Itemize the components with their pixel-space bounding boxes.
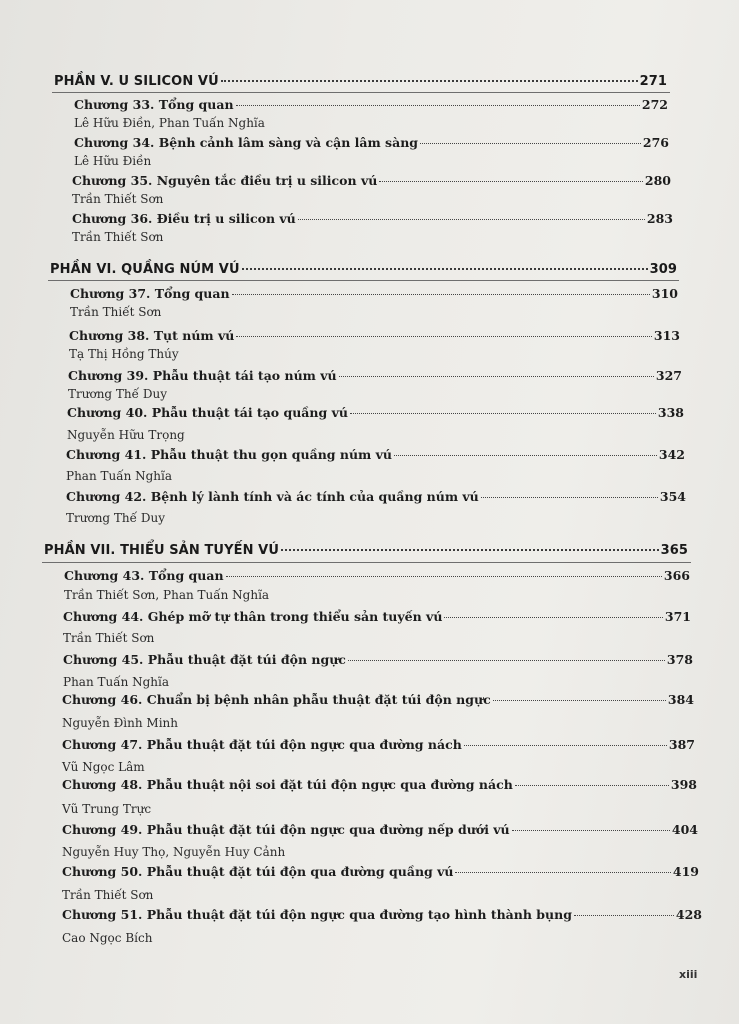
- chapter-title: Chương 46. Chuẩn bị bệnh nhân phẫu thuật đặt túi độn ngực: [62, 692, 491, 707]
- chapter-title: Chương 43. Tổng quan: [64, 568, 224, 583]
- chapter-authors: Trần Thiết Sơn: [70, 305, 162, 319]
- part-divider: [42, 562, 691, 563]
- chapter-page: 366: [663, 568, 690, 583]
- chapter-entry: [66, 489, 686, 504]
- chapter-title: Chương 40. Phẫu thuật tái tạo quầng vú: [67, 405, 348, 420]
- chapter-authors: Trần Thiết Sơn: [62, 888, 154, 902]
- chapter-page: 371: [664, 609, 691, 624]
- chapter-title: Chương 34. Bệnh cảnh lâm sàng và cận lâm sàng: [74, 135, 419, 150]
- chapter-title: Chương 47. Phẫu thuật đặt túi độn ngực qua đường nách: [62, 737, 462, 752]
- leader-dots: [348, 660, 665, 661]
- chapter-page: 384: [667, 692, 694, 707]
- leader-dots: [481, 497, 658, 498]
- chapter-authors: Nguyễn Huy Thọ, Nguyễn Huy Cảnh: [62, 845, 286, 859]
- chapter-authors: Trương Thế Duy: [68, 387, 167, 401]
- chapter-entry: [63, 652, 693, 667]
- part-page: 309: [649, 262, 677, 277]
- leader-dots: [574, 915, 674, 916]
- part-page: 271: [639, 74, 667, 89]
- leader-dots: [379, 181, 643, 182]
- chapter-entry: [74, 97, 668, 112]
- part-divider: [52, 92, 670, 93]
- chapter-page: 327: [655, 368, 682, 383]
- part-title: PHẦN VI. QUẦNG NÚM VÚ: [50, 262, 240, 277]
- chapter-title: Chương 49. Phẫu thuật đặt túi độn ngực qua đường nếp dưới vú: [62, 822, 510, 837]
- chapter-authors: Trần Thiết Sơn: [72, 192, 164, 206]
- part-title: PHẦN V. U SILICON VÚ: [54, 74, 219, 89]
- leader-dots: [281, 549, 659, 551]
- chapter-authors: Nguyễn Hữu Trọng: [67, 428, 185, 442]
- chapter-title: Chương 36. Điều trị u silicon vú: [72, 211, 296, 226]
- chapter-page: 378: [666, 652, 693, 667]
- chapter-page: 387: [668, 737, 695, 752]
- chapter-entry: [72, 173, 671, 188]
- chapter-page: 404: [671, 822, 698, 837]
- leader-dots: [236, 105, 640, 106]
- chapter-entry: [66, 447, 685, 462]
- chapter-page: 419: [672, 864, 699, 879]
- chapter-title: Chương 33. Tổng quan: [74, 97, 234, 112]
- chapter-authors: Lê Hữu Điền, Phan Tuấn Nghĩa: [74, 116, 265, 130]
- chapter-authors: Trần Thiết Sơn: [72, 230, 164, 244]
- leader-dots: [394, 455, 657, 456]
- chapter-authors: Tạ Thị Hồng Thúy: [69, 347, 179, 361]
- chapter-page: 428: [675, 907, 702, 922]
- chapter-authors: Trần Thiết Sơn: [63, 631, 155, 645]
- chapter-title: Chương 48. Phẫu thuật nội soi đặt túi độn ngực qua đường nách: [62, 777, 513, 792]
- chapter-entry: [69, 328, 680, 343]
- leader-dots: [298, 219, 645, 220]
- leader-dots: [221, 80, 638, 82]
- chapter-page: 354: [659, 489, 686, 504]
- chapter-entry: [62, 864, 699, 879]
- chapter-entry: [68, 368, 682, 383]
- chapter-page: 272: [641, 97, 668, 112]
- leader-dots: [515, 785, 669, 786]
- chapter-title: Chương 37. Tổng quan: [70, 286, 230, 301]
- page-number: xiii: [679, 968, 698, 981]
- part-divider: [48, 280, 679, 281]
- chapter-entry: [62, 907, 702, 922]
- leader-dots: [493, 700, 666, 701]
- chapter-title: Chương 35. Nguyên tắc điều trị u silicon vú: [72, 173, 378, 188]
- part-heading: [44, 543, 688, 558]
- chapter-entry: [62, 737, 695, 752]
- chapter-page: 338: [657, 405, 684, 420]
- chapter-entry: [62, 777, 697, 792]
- leader-dots: [236, 336, 652, 337]
- part-heading: [54, 74, 667, 89]
- leader-dots: [226, 576, 662, 577]
- chapter-page: 280: [644, 173, 671, 188]
- part-page: 365: [660, 543, 688, 558]
- leader-dots: [512, 830, 670, 831]
- chapter-authors: Vũ Ngọc Lâm: [62, 760, 145, 774]
- chapter-authors: Nguyễn Đình Minh: [62, 716, 178, 730]
- chapter-page: 398: [670, 777, 697, 792]
- leader-dots: [232, 294, 650, 295]
- chapter-authors: Cao Ngọc Bích: [62, 931, 153, 945]
- chapter-title: Chương 42. Bệnh lý lành tính và ác tính của quầng núm vú: [66, 489, 479, 504]
- chapter-title: Chương 41. Phẫu thuật thu gọn quầng núm vú: [66, 447, 392, 462]
- leader-dots: [350, 413, 656, 414]
- leader-dots: [242, 268, 648, 270]
- leader-dots: [464, 745, 667, 746]
- chapter-authors: Trương Thế Duy: [66, 511, 165, 525]
- chapter-authors: Trần Thiết Sơn, Phan Tuấn Nghĩa: [64, 588, 270, 602]
- chapter-title: Chương 39. Phẫu thuật tái tạo núm vú: [68, 368, 337, 383]
- chapter-title: Chương 44. Ghép mỡ tự thân trong thiểu sản tuyến vú: [63, 609, 443, 624]
- chapter-page: 310: [651, 286, 678, 301]
- chapter-title: Chương 51. Phẫu thuật đặt túi độn ngực qua đường tạo hình thành bụng: [62, 907, 572, 922]
- chapter-title: Chương 38. Tụt núm vú: [69, 328, 235, 343]
- chapter-entry: [72, 211, 673, 226]
- leader-dots: [420, 143, 641, 144]
- part-heading: [50, 262, 677, 277]
- chapter-page: 313: [653, 328, 680, 343]
- part-title: PHẦN VII. THIỂU SẢN TUYẾN VÚ: [44, 543, 279, 558]
- chapter-entry: [67, 405, 684, 420]
- chapter-entry: [64, 568, 690, 583]
- leader-dots: [455, 872, 670, 873]
- chapter-authors: Vũ Trung Trực: [62, 802, 152, 816]
- chapter-authors: Phan Tuấn Nghĩa: [66, 469, 173, 483]
- chapter-authors: Lê Hữu Điền: [74, 154, 152, 168]
- chapter-page: 276: [642, 135, 669, 150]
- leader-dots: [339, 376, 654, 377]
- chapter-page: 342: [658, 447, 685, 462]
- chapter-authors: Phan Tuấn Nghĩa: [63, 675, 170, 689]
- chapter-page: 283: [646, 211, 673, 226]
- chapter-entry: [62, 692, 694, 707]
- leader-dots: [444, 617, 662, 618]
- chapter-title: Chương 45. Phẫu thuật đặt túi độn ngực: [63, 652, 346, 667]
- chapter-entry: [63, 609, 691, 624]
- chapter-entry: [62, 822, 698, 837]
- chapter-entry: [74, 135, 669, 150]
- chapter-entry: [70, 286, 678, 301]
- chapter-title: Chương 50. Phẫu thuật đặt túi độn qua đường quầng vú: [62, 864, 454, 879]
